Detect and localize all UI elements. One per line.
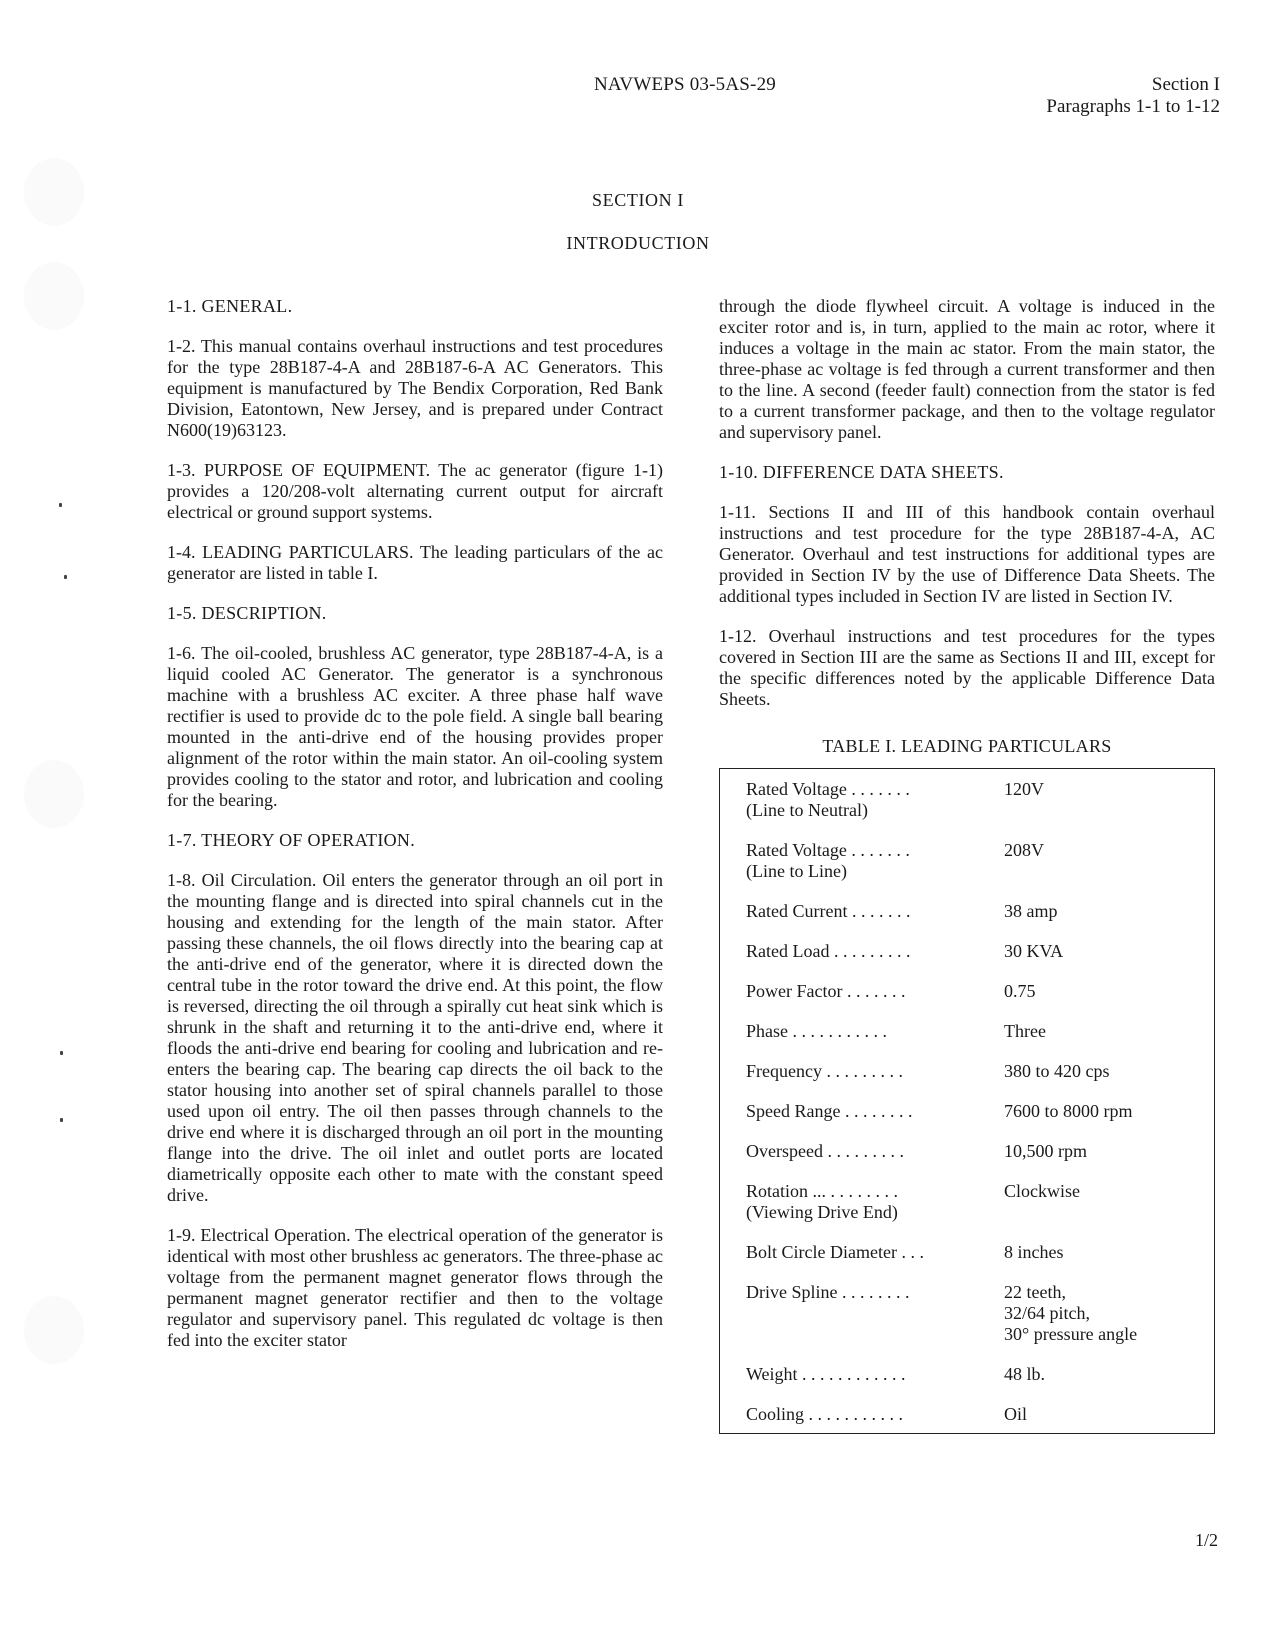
- table-row-label: Bolt Circle Diameter . . .: [746, 1242, 924, 1262]
- table-row: [746, 1061, 1198, 1082]
- table-row: [746, 941, 1198, 962]
- table-row-label: Cooling . . . . . . . . . . .: [746, 1404, 904, 1424]
- table-row: [746, 901, 1198, 922]
- table-row-value: Oil: [1004, 1404, 1028, 1424]
- heading-theory-of-operation: 1-7. THEORY OF OPERATION.: [167, 830, 416, 850]
- paragraph-1-2: 1-2. This manual contains overhaul instructions and test procedures for the type 28B187-4-A and 28B187-6-A AC Generators. This equipment is manufactured by The Bendix Corporation, Red Bank Division, Eatontown, New Jersey, and is prepared under Contract N600(19)63123.: [167, 336, 663, 440]
- heading-difference-data-sheets: 1-10. DIFFERENCE DATA SHEETS.: [719, 462, 1004, 482]
- table-row-label: Rated Load . . . . . . . . .: [746, 941, 911, 961]
- document-number: NAVWEPS 03-5AS-29: [594, 74, 776, 95]
- table-row: [746, 981, 1198, 1002]
- scan-speck: [60, 1118, 63, 1122]
- table-row: [746, 1364, 1198, 1385]
- table-row-value: 48 lb.: [1004, 1364, 1046, 1384]
- table-row: [746, 840, 1198, 882]
- table-row-value: 22 teeth, 32/64 pitch, 30° pressure angle: [1004, 1282, 1138, 1344]
- table-row: [746, 1242, 1198, 1263]
- table-row-value: 10,500 rpm: [1004, 1141, 1087, 1161]
- table-row-label: Drive Spline . . . . . . . .: [746, 1282, 910, 1302]
- table-row-label: Power Factor . . . . . . .: [746, 981, 906, 1001]
- table-row-label: Rated Current . . . . . . .: [746, 901, 911, 921]
- leading-particulars-table: [719, 768, 1215, 1434]
- section-title: SECTION I: [592, 190, 684, 210]
- table-title: TABLE I. LEADING PARTICULARS: [822, 736, 1112, 756]
- table-row: [746, 1021, 1198, 1042]
- heading-description: 1-5. DESCRIPTION.: [167, 603, 327, 623]
- table-row: [746, 1181, 1198, 1223]
- table-row-value: 208V: [1004, 840, 1044, 860]
- table-row-value: 0.75: [1004, 981, 1036, 1001]
- table-row-value: Clockwise: [1004, 1181, 1080, 1201]
- table-row: [746, 1282, 1198, 1345]
- table-row-value: 38 amp: [1004, 901, 1058, 921]
- table-row: [746, 1101, 1198, 1122]
- punch-hole-mark: [24, 262, 84, 330]
- table-row: [746, 1404, 1198, 1425]
- table-row-label: Overspeed . . . . . . . . .: [746, 1141, 904, 1161]
- paragraph-1-9: 1-9. Electrical Operation. The electrical operation of the generator is identical with most other brushless ac generators. The three-phase ac voltage from the permanent magnet generator flows through the permanent magnet generator rectifier and then to the voltage regulator and supervisory panel. This regulated dc voltage is then fed into the exciter stator: [167, 1225, 663, 1350]
- table-row-label: Rotation ... . . . . . . . . (Viewing Drive End): [746, 1181, 898, 1222]
- table-row-value: 7600 to 8000 rpm: [1004, 1101, 1133, 1121]
- left-column: [167, 296, 663, 1370]
- table-row-label: Rated Voltage . . . . . . . (Line to Neutral): [746, 779, 910, 820]
- paragraph-1-4: 1-4. LEADING PARTICULARS. The leading particulars of the ac generator are listed in table I.: [167, 542, 663, 583]
- table-row-label: Rated Voltage . . . . . . . (Line to Line): [746, 840, 910, 881]
- section-label: Section I: [1151, 74, 1220, 95]
- scan-speck: [60, 1051, 63, 1055]
- table-row-label: Speed Range . . . . . . . .: [746, 1101, 913, 1121]
- paragraph-1-12: 1-12. Overhaul instructions and test procedures for the types covered in Section III are the same as Sections II and III, except for the specific differences noted by the applicable Difference Data Sheets.: [719, 626, 1215, 709]
- table-row-value: 8 inches: [1004, 1242, 1064, 1262]
- punch-hole-mark: [24, 1296, 84, 1364]
- paragraph-1-9-continued: through the diode flywheel circuit. A voltage is induced in the exciter rotor and is, in turn, applied to the main ac rotor, where it induces a voltage in the main ac stator. From the main stator, the three-phase ac voltage is fed through a current transformer and then to the line. A second (feeder fault) connection from the stator is fed to a current transformer package, and then to the voltage regulator and supervisory panel.: [719, 296, 1215, 442]
- section-name: INTRODUCTION: [566, 233, 710, 253]
- scan-speck: [59, 503, 62, 507]
- scan-speck: [64, 575, 67, 579]
- paragraph-1-6: 1-6. The oil-cooled, brushless AC generator, type 28B187-4-A, is a liquid cooled AC Generator. The generator is a synchronous machine with a brushless AC exciter. A three phase half wave rectifier is used to provide dc to the pole field. A single ball bearing mounted in the anti-drive end of the housing provides proper alignment of the rotor within the main stator. An oil-cooling system provides cooling to the stator and rotor, and lubrication and cooling for the bearing.: [167, 643, 663, 810]
- table-row-value: 380 to 420 cps: [1004, 1061, 1110, 1081]
- paragraph-range: Paragraphs 1-1 to 1-12: [1046, 96, 1220, 117]
- table-row-value: Three: [1004, 1021, 1046, 1041]
- table-row-label: Frequency . . . . . . . . .: [746, 1061, 903, 1081]
- table-row: [746, 1141, 1198, 1162]
- table-row-label: Weight . . . . . . . . . . . .: [746, 1364, 906, 1384]
- paragraph-1-8: 1-8. Oil Circulation. Oil enters the generator through an oil port in the mounting flange and is directed into spiral channels cut in the housing and extending for the length of the main stator. After passing these channels, the oil flows directly into the bearing cap at the anti-drive end of the generator, where it is directed down the central tube in the rotor toward the drive end. At this point, the flow is reversed, directing the oil through a spirally cut heat sink which is shrunk in the shaft and returning it to the anti-drive end, where it floods the anti-drive end bearing for cooling and lubrication and re-enters the bearing cap. The bearing cap directs the oil back to the stator housing into another set of spiral channels parallel to those used upon oil entry. The oil then passes through channels to the drive end where it is discharged through an oil port in the mounting flange into the drive. The oil inlet and outlet ports are located diametrically opposite each other to mate with the constant speed drive.: [167, 870, 663, 1205]
- page-number: 1/2: [1194, 1530, 1218, 1550]
- table-row: [746, 779, 1198, 821]
- punch-hole-mark: [24, 760, 84, 828]
- paragraph-1-11: 1-11. Sections II and III of this handbook contain overhaul instructions and test procedure for the type 28B187-4-A, AC Generator. Overhaul and test instructions for additional types are provided in Section IV by the use of Difference Data Sheets. The additional types included in Section IV are listed in Section IV.: [719, 502, 1215, 606]
- right-column: [719, 296, 1215, 1434]
- heading-general: 1-1. GENERAL.: [167, 296, 293, 316]
- section-reference: [1046, 74, 1220, 118]
- table-row-label: Phase . . . . . . . . . . .: [746, 1021, 887, 1041]
- paragraph-1-3: 1-3. PURPOSE OF EQUIPMENT. The ac generator (figure 1-1) provides a 120/208-volt alternating current output for aircraft electrical or ground support systems.: [167, 460, 663, 522]
- table-row-value: 30 KVA: [1004, 941, 1064, 961]
- table-row-value: 120V: [1004, 779, 1044, 799]
